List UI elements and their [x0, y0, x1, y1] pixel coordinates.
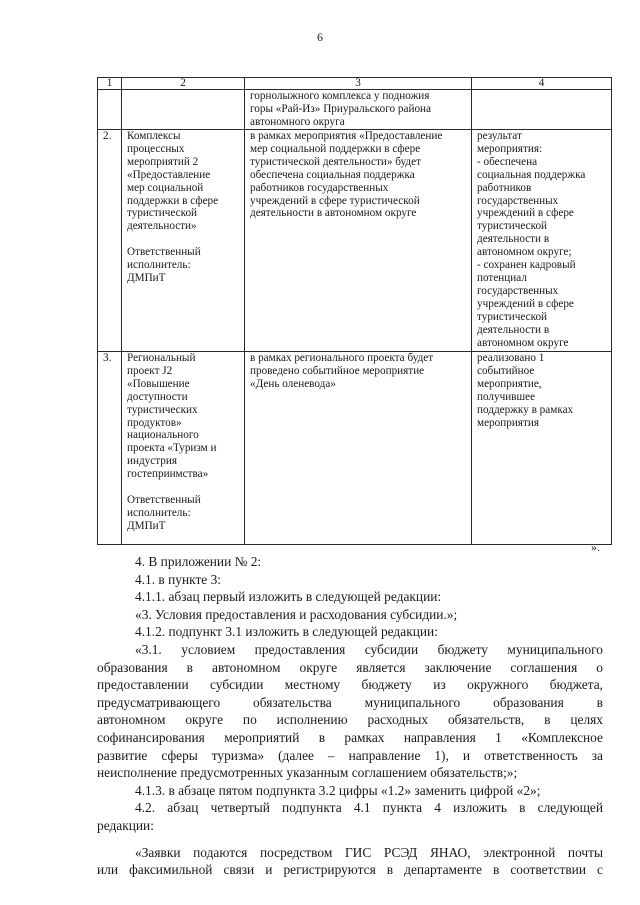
- paragraph-line: «3.1. условием предоставления субсидии бюджету муниципального: [135, 641, 603, 657]
- header-cell: 2: [122, 78, 245, 90]
- paragraph-line: софинансирования мероприятий в рамках направления 1 «Комплексное: [97, 729, 603, 745]
- paragraph-line: «Заявки подаются посредством ГИС РСЭД ЯНАО, электронной почты: [135, 844, 603, 860]
- paragraph-condition: [97, 641, 603, 782]
- measure-result: результат мероприятия: - обеспечена социальная поддержка работников государственных учреждений в сфере туристической деятельности в автономном округе; - сохранен кадровый потенциал государственных учреждений в сфере туристической деятельности в автономном округе: [477, 130, 586, 349]
- measure-description: горнолыжного комплекса у подножия горы «Рай-Из» Приуральского района автономного округа: [250, 90, 432, 128]
- measures-table: [97, 77, 612, 545]
- measure-description: в рамках мероприятия «Предоставление мер социальной поддержки в сфере туристической деятельности» будет обеспечена социальная поддержка работников государственных учреждений в сфере туристической деятельности в автономном округе: [250, 130, 443, 220]
- paragraph-line: неисполнение предусмотренных указанным соглашением обязательств;»;: [97, 765, 518, 781]
- paragraph-line: предусматривающего обязательства муниципального образования в: [97, 694, 603, 710]
- paragraph-line: предоставлении субсидии местному бюджету из окружного бюджета,: [97, 677, 603, 693]
- closing-quote: ».: [591, 540, 600, 554]
- paragraph: 4.1.2. подпункт 3.1 изложить в следующей редакции:: [135, 624, 438, 640]
- table-row: [98, 352, 612, 545]
- paragraph: 4.1.1. абзац первый изложить в следующей редакции:: [135, 589, 442, 605]
- paragraph: 4.1.3. в абзаце пятом подпункта 3.2 цифры «1.2» заменить цифрой «2»;: [135, 782, 541, 798]
- page-number: 6: [317, 30, 323, 44]
- paragraph: 4. В приложении № 2:: [135, 554, 262, 569]
- paragraph-line: автономном округе по исполнению расходных обязательств, в целях: [97, 712, 603, 728]
- paragraph-line: развитие сферы туризма» (далее – направление 1), и ответственность за: [97, 747, 603, 763]
- table-row: [98, 130, 612, 352]
- header-cell: 1: [98, 78, 122, 90]
- paragraph: 4.1. в пункте 3:: [135, 571, 222, 587]
- paragraph-line: редакции:: [97, 817, 154, 833]
- paragraph: «3. Условия предоставления и расходования субсидии.»;: [135, 606, 458, 622]
- document-body: [97, 553, 603, 879]
- paragraph-line: или факсимильной связи и регистрируются в департаменте в соответствии с: [97, 862, 603, 878]
- row-number: 2.: [103, 130, 112, 142]
- header-cell: 4: [472, 78, 612, 90]
- measure-name: Комплексы процессных мероприятий 2 «Предоставление мер социальной поддержки в сфере туристической деятельности» Ответственный исполнитель: ДМПиТ: [127, 130, 219, 284]
- measure-name: Региональный проект J2 «Повышение доступности туристических продуктов» национального проекта «Туризм и индустрия гостеприимства» Ответственный исполнитель: ДМПиТ: [127, 352, 217, 532]
- row-number: 3.: [103, 352, 112, 364]
- table-row: [98, 90, 612, 130]
- paragraph-amendment: [97, 799, 603, 834]
- measure-result: реализовано 1 событийное мероприятие, получившее поддержку в рамках мероприятия: [477, 352, 574, 429]
- header-cell: 3: [245, 78, 472, 90]
- table-header-row: [98, 78, 612, 90]
- measure-description: в рамках регионального проекта будет проведено событийное мероприятие «День оленевода»: [250, 352, 434, 390]
- paragraph-line: 4.2. абзац четвертый подпункта 4.1 пункта 4 изложить в следующей: [135, 800, 603, 816]
- paragraph-applications: [97, 844, 603, 879]
- paragraph-line: образования в автономном округе является заключение соглашения о: [97, 659, 603, 675]
